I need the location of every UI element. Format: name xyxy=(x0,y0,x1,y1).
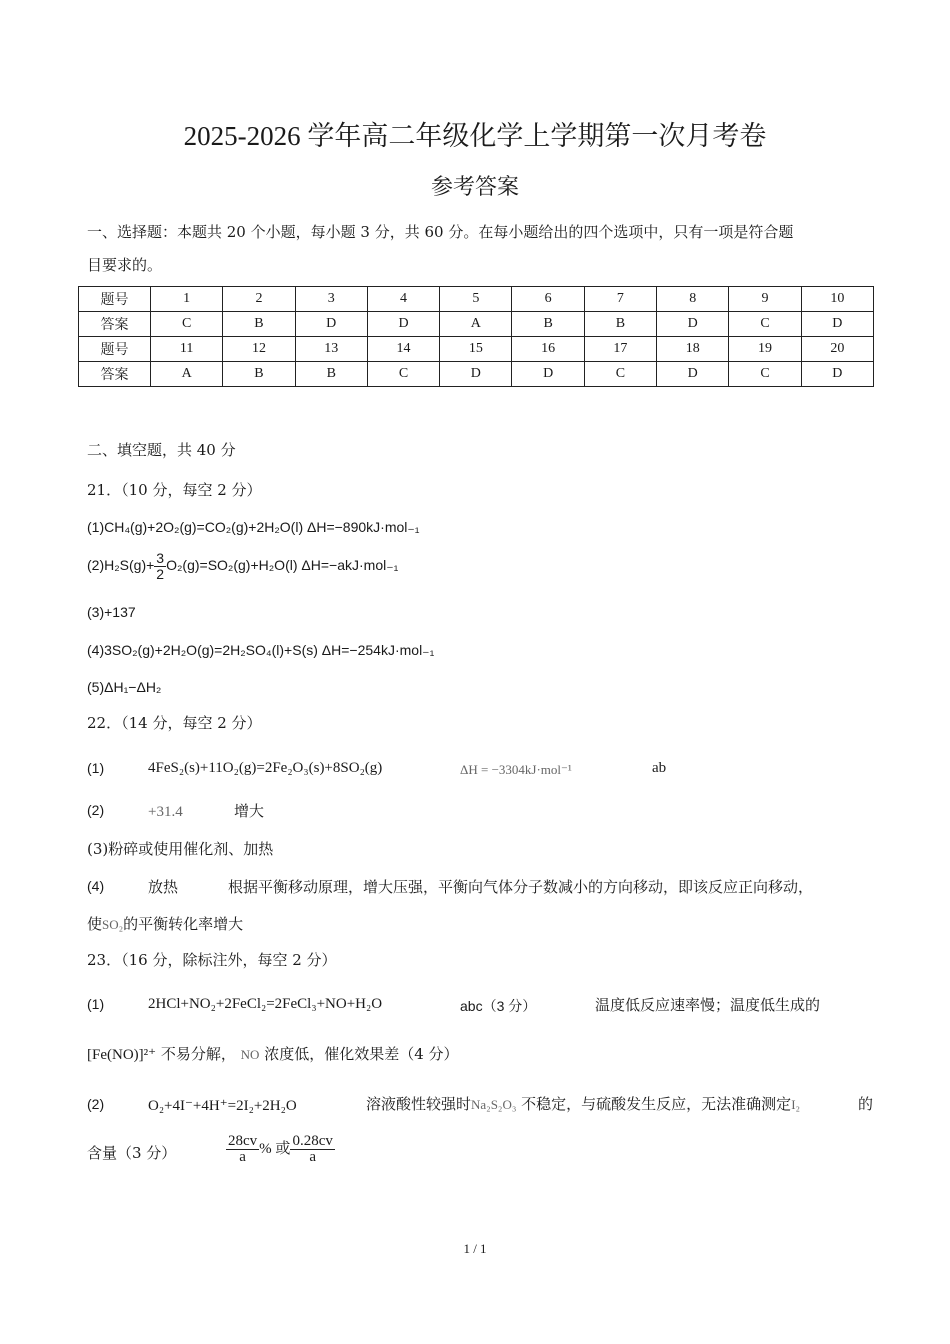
q22-explanation-tail: 的平衡转化率增大 xyxy=(123,915,244,933)
table-cell: B xyxy=(512,312,584,337)
q22-answer-ab: ab xyxy=(652,760,667,776)
table-row xyxy=(79,312,874,337)
q23-content-label: 含量（3 分） xyxy=(87,1144,177,1162)
table-row xyxy=(79,362,874,387)
q23-explanation-2a: 不易分解， xyxy=(160,1045,236,1063)
q22-equation: 4FeS₂(s)+11O₂(g)=2Fe₂O₃(s)+8SO₂(g) xyxy=(148,760,383,776)
q23-explanation-1: 温度低反应速率慢；温度低生成的 xyxy=(595,996,821,1014)
table-cell: C xyxy=(584,362,656,387)
q23-label-1: (1) xyxy=(87,996,105,1012)
table-cell: D xyxy=(295,312,367,337)
section1-instructions-line2: 目要求的。 xyxy=(87,256,163,274)
table-cell: C xyxy=(729,362,801,387)
q22-answer-3: (3)粉碎或使用催化剂、加热 xyxy=(87,840,274,858)
percent-sign: % xyxy=(259,1140,272,1157)
table-cell: 4 xyxy=(367,287,439,312)
q23-formula-answer xyxy=(226,1134,335,1165)
q23-explanation-3c: 的 xyxy=(858,1095,874,1113)
q23-heading: 23．（16 分，除标注外，每空 2 分） xyxy=(87,951,337,969)
table-cell: 2 xyxy=(223,287,295,312)
q22-explanation-lead: 使 xyxy=(87,915,103,933)
table-cell: D xyxy=(367,312,439,337)
row-label: 答案 xyxy=(79,362,151,387)
q23-label-2: (2) xyxy=(87,1096,105,1112)
table-row xyxy=(79,287,874,312)
table-cell: B xyxy=(223,362,295,387)
q22-enthalpy: ΔH = −3304kJ·mol⁻¹ xyxy=(460,762,572,777)
section2-heading: 二、填空题，共 40 分 xyxy=(87,441,236,459)
table-cell: 5 xyxy=(440,287,512,312)
fraction-denominator: a xyxy=(239,1149,246,1165)
q23-no-formula: NO xyxy=(240,1047,260,1062)
q23-explanation-2b: 浓度低，催化效果差（4 分） xyxy=(264,1045,459,1063)
fraction xyxy=(290,1134,334,1165)
q23-explanation-3a: 溶液酸性较强时 xyxy=(366,1095,472,1113)
row-label: 题号 xyxy=(79,287,151,312)
table-cell: 9 xyxy=(729,287,801,312)
table-cell: 8 xyxy=(657,287,729,312)
table-cell: 16 xyxy=(512,337,584,362)
q22-answer-increase: 增大 xyxy=(234,802,265,820)
q21-answer-2-tail: O₂(g)=SO₂(g)+H₂O(l) ΔH=−akJ·mol₋₁ xyxy=(166,557,399,574)
q21-answer-2-lead: (2)H₂S(g)+ xyxy=(87,557,155,574)
q22-heading: 22．（14 分，每空 2 分） xyxy=(87,714,262,732)
table-cell: 20 xyxy=(801,337,873,362)
q21-answer-2 xyxy=(87,551,398,582)
fraction-denominator: a xyxy=(309,1149,316,1165)
fraction xyxy=(154,551,166,582)
q23-explanation-3 xyxy=(366,1094,800,1115)
table-cell: 3 xyxy=(295,287,367,312)
q23-complex-formula: [Fe(NO)]²⁺ xyxy=(87,1047,157,1063)
fraction xyxy=(226,1134,259,1165)
table-cell: D xyxy=(657,362,729,387)
q23-equation-1: 2HCl+NO₂+2FeCl₂=2FeCl₃+NO+H₂O xyxy=(148,996,383,1012)
table-cell: B xyxy=(584,312,656,337)
q23-explanation-2 xyxy=(87,1044,459,1065)
table-cell: D xyxy=(801,312,873,337)
q21-answer-1: (1)CH₄(g)+2O₂(g)=CO₂(g)+2H₂O(l) ΔH=−890kJ·mol₋₁ xyxy=(87,519,420,535)
fraction-numerator: 28cv xyxy=(228,1133,258,1149)
q23-explanation-3b: 不稳定，与硫酸发生反应，无法准确测定 xyxy=(521,1095,792,1113)
table-cell: D xyxy=(512,362,584,387)
q22-explanation: 根据平衡移动原理，增大压强，平衡向气体分子数减小的方向移动，即该反应正向移动， xyxy=(228,878,814,896)
q21-heading: 21．（10 分，每空 2 分） xyxy=(87,481,262,499)
q21-answer-3: (3)+137 xyxy=(87,604,136,620)
q22-answer-exothermic: 放热 xyxy=(148,878,179,896)
fraction-denominator: 2 xyxy=(156,566,165,582)
table-cell: D xyxy=(657,312,729,337)
table-cell: 19 xyxy=(729,337,801,362)
table-cell: D xyxy=(801,362,873,387)
q23-thiosulfate-formula: Na₂S₂O₃ xyxy=(471,1097,517,1112)
table-cell: C xyxy=(729,312,801,337)
table-cell: 1 xyxy=(151,287,223,312)
table-row xyxy=(79,337,874,362)
table-cell: 18 xyxy=(657,337,729,362)
table-cell: 11 xyxy=(151,337,223,362)
fraction-numerator: 3 xyxy=(156,550,165,566)
table-cell: 17 xyxy=(584,337,656,362)
table-cell: 6 xyxy=(512,287,584,312)
q22-explanation-cont xyxy=(87,914,243,935)
row-label: 题号 xyxy=(79,337,151,362)
table-cell: D xyxy=(440,362,512,387)
q23-equation-2: O₂+4I⁻+4H⁺=2I₂+2H₂O xyxy=(148,1098,297,1114)
document-title: 2025-2026 学年高二年级化学上学期第一次月考卷 xyxy=(183,121,767,151)
table-cell: 7 xyxy=(584,287,656,312)
q22-so2-formula: SO₂ xyxy=(102,917,124,932)
q22-value: +31.4 xyxy=(148,804,183,820)
fraction-numerator: 0.28cv xyxy=(292,1133,333,1149)
answer-table xyxy=(78,286,874,387)
q23-answer-abc: abc（3 分） xyxy=(460,998,537,1014)
table-cell: 14 xyxy=(367,337,439,362)
or-word: 或 xyxy=(275,1138,291,1157)
section1-instructions-line1: 一、选择题：本题共 20 个小题，每小题 3 分，共 60 分。在每小题给出的四个选项中，只有一项是符合题 xyxy=(87,223,794,241)
table-cell: 13 xyxy=(295,337,367,362)
table-cell: A xyxy=(151,362,223,387)
table-cell: 10 xyxy=(801,287,873,312)
page-number: 1 / 1 xyxy=(463,1241,487,1256)
table-cell: B xyxy=(223,312,295,337)
q22-label-1: (1) xyxy=(87,760,105,776)
document-subtitle: 参考答案 xyxy=(430,174,519,199)
table-cell: 12 xyxy=(223,337,295,362)
q23-iodine-formula: I₂ xyxy=(791,1097,801,1112)
q22-label-4: (4) xyxy=(87,878,105,894)
table-cell: A xyxy=(440,312,512,337)
table-cell: B xyxy=(295,362,367,387)
q21-answer-5: (5)ΔH₁−ΔH₂ xyxy=(87,679,162,695)
table-cell: C xyxy=(151,312,223,337)
table-cell: 15 xyxy=(440,337,512,362)
table-cell: C xyxy=(367,362,439,387)
q22-label-2: (2) xyxy=(87,802,105,818)
q21-answer-4: (4)3SO₂(g)+2H₂O(g)=2H₂SO₄(l)+S(s) ΔH=−254kJ·mol₋₁ xyxy=(87,642,435,658)
row-label: 答案 xyxy=(79,312,151,337)
